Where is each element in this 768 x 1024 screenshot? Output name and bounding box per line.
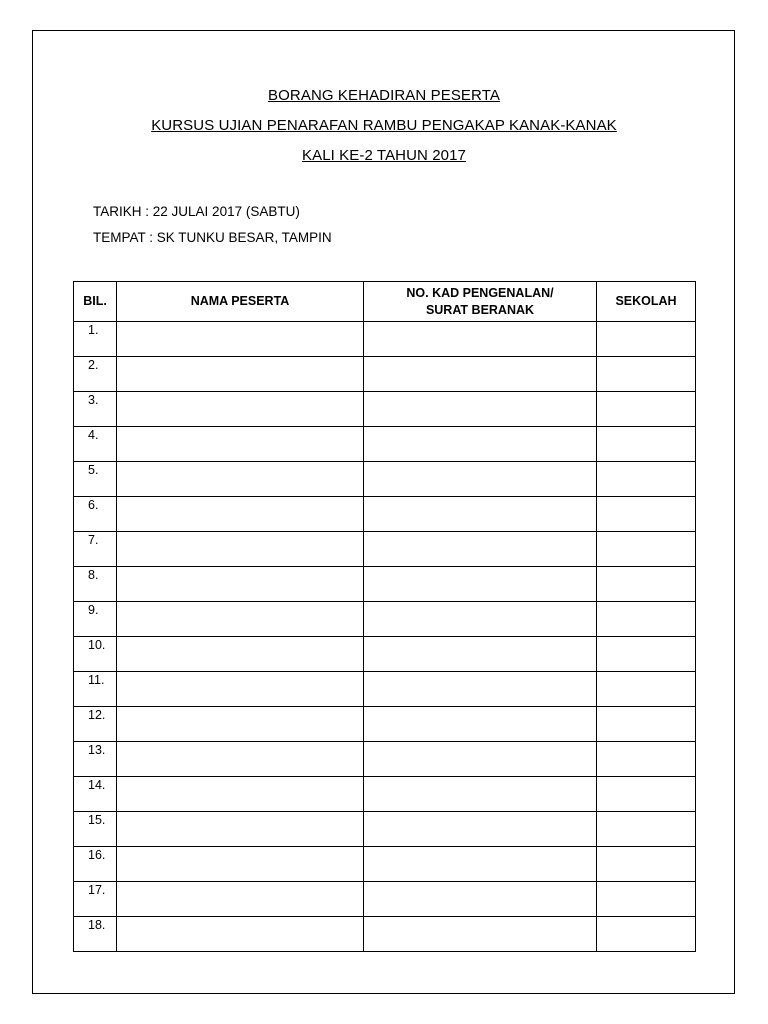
school-cell[interactable] [597, 777, 696, 812]
table-row [74, 847, 696, 882]
school-cell[interactable] [597, 742, 696, 777]
row-number: 11. [74, 672, 117, 707]
table-row [74, 602, 696, 637]
name-cell[interactable] [117, 602, 364, 637]
name-cell[interactable] [117, 637, 364, 672]
header-nama: NAMA PESERTA [117, 282, 364, 322]
row-number: 16. [74, 847, 117, 882]
table-row [74, 567, 696, 602]
row-number: 6. [74, 497, 117, 532]
id-number-cell[interactable] [364, 742, 597, 777]
school-cell[interactable] [597, 917, 696, 952]
id-number-cell[interactable] [364, 602, 597, 637]
name-cell[interactable] [117, 567, 364, 602]
school-cell[interactable] [597, 462, 696, 497]
row-number: 8. [74, 567, 117, 602]
name-cell[interactable] [117, 672, 364, 707]
attendance-table [73, 281, 696, 952]
table-row [74, 882, 696, 917]
id-number-cell[interactable] [364, 882, 597, 917]
row-number: 15. [74, 812, 117, 847]
id-number-cell[interactable] [364, 777, 597, 812]
table-row [74, 672, 696, 707]
id-number-cell[interactable] [364, 637, 597, 672]
row-number: 14. [74, 777, 117, 812]
id-number-cell[interactable] [364, 707, 597, 742]
table-row [74, 497, 696, 532]
date-line [93, 204, 300, 219]
table-row [74, 427, 696, 462]
course-edition: KALI KE-2 TAHUN 2017 [301, 147, 467, 164]
name-cell[interactable] [117, 777, 364, 812]
table-row [74, 742, 696, 777]
table-row [74, 917, 696, 952]
venue-label: TEMPAT : [93, 230, 154, 245]
row-number: 18. [74, 917, 117, 952]
row-number: 7. [74, 532, 117, 567]
table-row [74, 357, 696, 392]
row-number: 5. [74, 462, 117, 497]
id-number-cell[interactable] [364, 322, 597, 357]
name-cell[interactable] [117, 707, 364, 742]
name-cell[interactable] [117, 532, 364, 567]
venue-line [93, 230, 332, 245]
school-cell[interactable] [597, 427, 696, 462]
row-number: 1. [74, 322, 117, 357]
id-number-cell[interactable] [364, 497, 597, 532]
school-cell[interactable] [597, 672, 696, 707]
id-number-cell[interactable] [364, 392, 597, 427]
school-cell[interactable] [597, 602, 696, 637]
row-number: 10. [74, 637, 117, 672]
table-body [74, 322, 696, 952]
row-number: 9. [74, 602, 117, 637]
school-cell[interactable] [597, 532, 696, 567]
name-cell[interactable] [117, 847, 364, 882]
id-number-cell[interactable] [364, 847, 597, 882]
name-cell[interactable] [117, 392, 364, 427]
name-cell[interactable] [117, 427, 364, 462]
header-sekolah: SEKOLAH [597, 282, 696, 322]
school-cell[interactable] [597, 847, 696, 882]
table-header-row [74, 282, 696, 322]
id-number-cell[interactable] [364, 567, 597, 602]
school-cell[interactable] [597, 812, 696, 847]
row-number: 12. [74, 707, 117, 742]
table-row [74, 812, 696, 847]
form-title: BORANG KEHADIRAN PESERTA [268, 87, 500, 104]
school-cell[interactable] [597, 567, 696, 602]
table-row [74, 637, 696, 672]
table-row [74, 707, 696, 742]
id-number-cell[interactable] [364, 357, 597, 392]
school-cell[interactable] [597, 322, 696, 357]
row-number: 3. [74, 392, 117, 427]
course-title: KURSUS UJIAN PENARAFAN RAMBU PENGAKAP KANAK-KANAK [151, 117, 617, 134]
id-number-cell[interactable] [364, 532, 597, 567]
date-value: 22 JULAI 2017 (SABTU) [152, 204, 300, 219]
name-cell[interactable] [117, 812, 364, 847]
date-label: TARIKH : [93, 204, 150, 219]
table-row [74, 462, 696, 497]
header-bil: BIL. [74, 282, 117, 322]
table-row [74, 532, 696, 567]
school-cell[interactable] [597, 497, 696, 532]
header-kad [364, 282, 597, 322]
table-row [74, 392, 696, 427]
id-number-cell[interactable] [364, 672, 597, 707]
venue-value: SK TUNKU BESAR, TAMPIN [156, 230, 332, 245]
table-row [74, 777, 696, 812]
name-cell[interactable] [117, 322, 364, 357]
name-cell[interactable] [117, 882, 364, 917]
row-number: 2. [74, 357, 117, 392]
id-number-cell[interactable] [364, 917, 597, 952]
school-cell[interactable] [597, 707, 696, 742]
row-number: 13. [74, 742, 117, 777]
school-cell[interactable] [597, 392, 696, 427]
table-row [74, 322, 696, 357]
school-cell[interactable] [597, 637, 696, 672]
row-number: 4. [74, 427, 117, 462]
name-cell[interactable] [117, 742, 364, 777]
id-number-cell[interactable] [364, 812, 597, 847]
header-kad-line2: SURAT BERANAK [425, 302, 535, 317]
name-cell[interactable] [117, 357, 364, 392]
school-cell[interactable] [597, 357, 696, 392]
id-number-cell[interactable] [364, 427, 597, 462]
name-cell[interactable] [117, 497, 364, 532]
school-cell[interactable] [597, 882, 696, 917]
name-cell[interactable] [117, 462, 364, 497]
name-cell[interactable] [117, 917, 364, 952]
id-number-cell[interactable] [364, 462, 597, 497]
row-number: 17. [74, 882, 117, 917]
header-kad-line1: NO. KAD PENGENALAN/ [406, 285, 554, 300]
